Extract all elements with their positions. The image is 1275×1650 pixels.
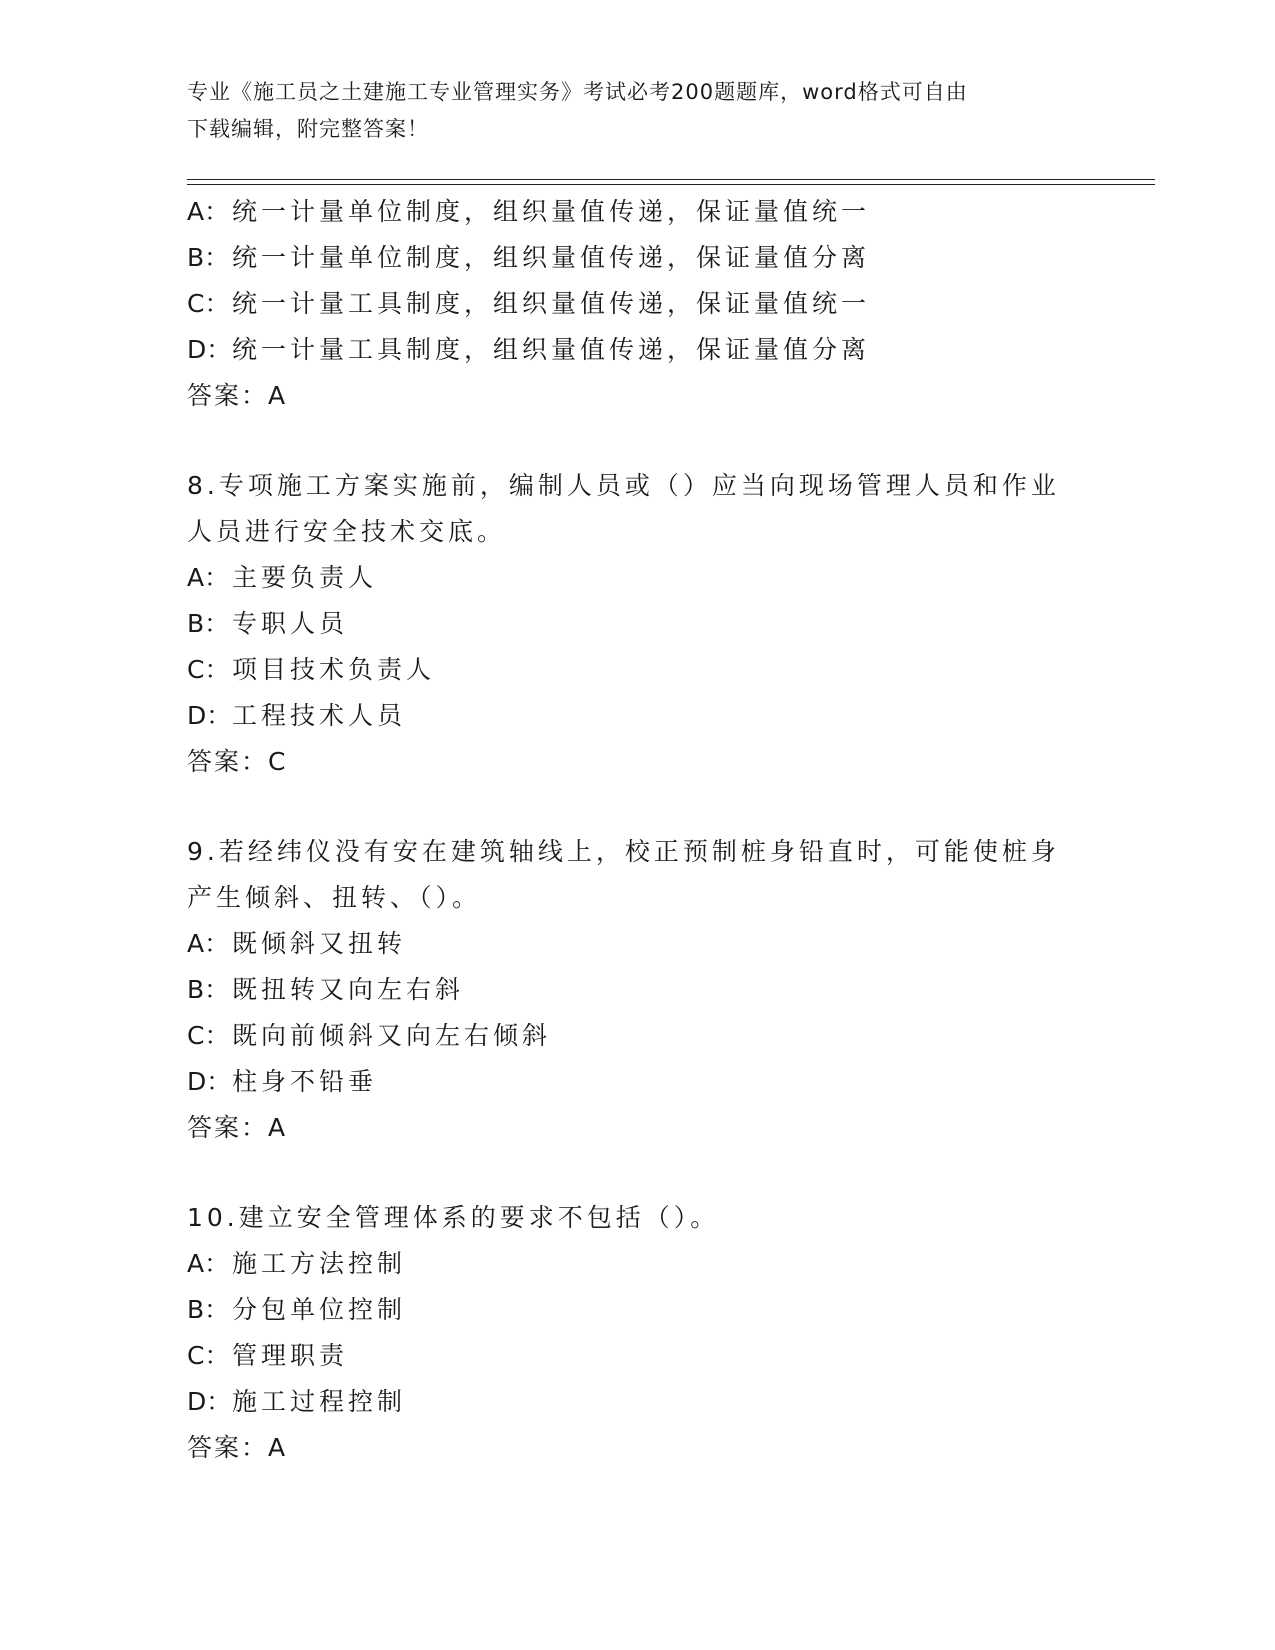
option-text: 施工过程控制 [232,1387,407,1416]
option-text: 施工方法控制 [232,1249,407,1278]
option-text: 专职人员 [232,609,349,638]
option-c [187,1333,1087,1379]
option-text: 统一计量单位制度，组织量值传递，保证量值统一 [232,197,871,226]
option-b [187,235,1087,281]
spacer [187,1151,1087,1195]
question-stem-continued: 产生倾斜、扭转、（）。 [187,883,482,912]
question-block-7 [187,189,1087,419]
question-list [187,189,1087,1471]
option-letter: B： [187,243,230,272]
option-b [187,601,1087,647]
option-letter: C： [187,1341,230,1370]
option-letter: A： [187,929,230,958]
answer-line: 答案：A [187,1113,288,1142]
option-text: 既倾斜又扭转 [232,929,407,958]
option-letter: D： [187,701,232,730]
option-letter: D： [187,1067,232,1096]
option-text: 项目技术负责人 [232,655,436,684]
question-stem: 9.若经纬仪没有安在建筑轴线上，校正预制桩身铅直时，可能使桩身 [187,837,1060,866]
question-block-10 [187,1195,1087,1471]
question-stem: 10.建立安全管理体系的要求不包括（）。 [187,1203,720,1232]
answer-line: 答案：A [187,381,288,410]
option-d [187,327,1087,373]
option-b [187,1287,1087,1333]
option-a [187,921,1087,967]
option-text: 既扭转又向左右斜 [232,975,465,1004]
option-a [187,189,1087,235]
option-a [187,555,1087,601]
question-stem: 8.专项施工方案实施前，编制人员或（）应当向现场管理人员和作业 [187,471,1060,500]
header-divider [187,179,1155,185]
option-d [187,693,1087,739]
question-block-8 [187,463,1087,785]
header-line-2: 下载编辑，附完整答案！ [187,117,429,141]
option-a [187,1241,1087,1287]
answer-line: 答案：A [187,1433,288,1462]
spacer [187,419,1087,463]
option-letter: A： [187,197,230,226]
answer-line: 答案：C [187,747,288,776]
option-letter: D： [187,335,232,364]
option-text: 主要负责人 [232,563,378,592]
option-text: 分包单位控制 [232,1295,407,1324]
option-text: 既向前倾斜又向左右倾斜 [232,1021,552,1050]
option-letter: C： [187,289,230,318]
option-letter: C： [187,655,230,684]
option-c [187,281,1087,327]
option-c [187,1013,1087,1059]
option-text: 统一计量单位制度，组织量值传递，保证量值分离 [232,243,871,272]
option-letter: A： [187,563,230,592]
option-letter: B： [187,1295,230,1324]
header-line-1: 专业《施工员之土建施工专业管理实务》考试必考200题题库，word格式可自由 [187,80,968,104]
option-text: 工程技术人员 [232,701,407,730]
option-b [187,967,1087,1013]
option-d [187,1379,1087,1425]
spacer [187,785,1087,829]
option-letter: B： [187,975,230,1004]
option-c [187,647,1087,693]
document-header [187,74,1067,148]
option-text: 柱身不铅垂 [232,1067,378,1096]
question-stem-continued: 人员进行安全技术交底。 [187,517,507,546]
option-text: 统一计量工具制度，组织量值传递，保证量值分离 [232,335,871,364]
option-letter: A： [187,1249,230,1278]
option-letter: D： [187,1387,232,1416]
option-letter: B： [187,609,230,638]
option-text: 统一计量工具制度，组织量值传递，保证量值统一 [232,289,871,318]
option-letter: C： [187,1021,230,1050]
option-d [187,1059,1087,1105]
question-block-9 [187,829,1087,1151]
option-text: 管理职责 [232,1341,349,1370]
